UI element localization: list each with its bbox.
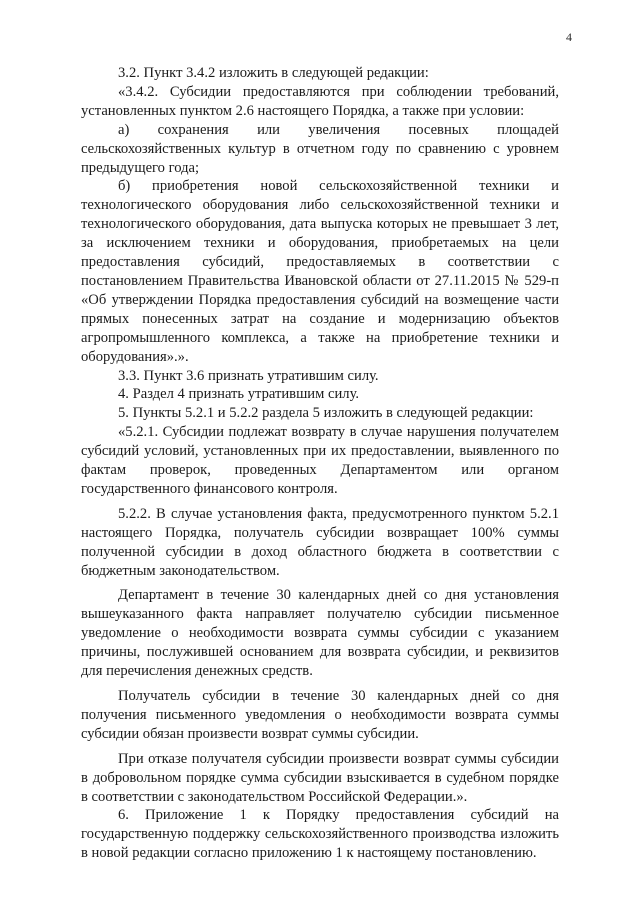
paragraph-condition-b: б) приобретения новой сельскохозяйственной техники и технологического оборудования либо сельскохозяйственной техники и технологического оборудования, дата выпуска которых не превышает 3 лет, за исключением техники и оборудования, приобретаемых на цели предоставления субсидий, предоставляемых в соответствии с постановлением Правительства Ивановской области от 27.11.2015 № 529-п «Об утверждении Порядка предоставления субсидий на возмещение части прямых понесенных затрат на создание и модернизацию объектов агропромышленного комплекса, а также на приобретение техники и оборудования».». [81, 178, 559, 365]
paragraph-condition-a: а) сохранения или увеличения посевных площадей сельскохозяйственных культур в отчетном году по сравнению с уровнем предыдущего года; [81, 121, 559, 176]
paragraph-3-4-2: «3.4.2. Субсидии предоставляются при соблюдении требований, установленных пунктом 2.6 настоящего Порядка, а также при условии: [81, 83, 559, 119]
paragraph-3-2: 3.2. Пункт 3.4.2 изложить в следующей редакции: [118, 65, 429, 81]
paragraph-3-3: 3.3. Пункт 3.6 признать утратившим силу. [118, 367, 379, 384]
paragraph-recipient-refund: Получатель субсидии в течение 30 календарных дней со дня получения письменного уведомления о необходимости возврата суммы субсидии обязан произвести возврат суммы субсидии. [81, 688, 559, 742]
paragraph-6: 6. Приложение 1 к Порядку предоставления субсидий на государственную поддержку сельскохозяйственного производства изложить в новой редакции согласно приложению 1 к настоящему постановлению. [81, 807, 559, 862]
paragraph-5: 5. Пункты 5.2.1 и 5.2.2 раздела 5 изложить в следующей редакции: [118, 405, 534, 422]
paragraph-department-notice: Департамент в течение 30 календарных дней со дня установления вышеуказанного факта направляет получателю субсидии письменное уведомление о необходимости возврата суммы субсидии с указанием причины, послужившей основанием для возврата субсидии, и реквизитов для перечисления денежных средств. [81, 587, 559, 680]
paragraph-5-2-1: «5.2.1. Субсидии подлежат возврату в случае нарушения получателем субсидий условий, установленных при их предоставлении, выявленного по фактам проверок, проведенных Департаментом или органом государственного финансового контроля. [81, 424, 559, 497]
paragraph-refusal: При отказе получателя субсидии произвести возврат суммы субсидии в добровольном порядке сумма субсидии взыскивается в судебном порядке в соответствии с законодательством Российской Федерации.». [81, 750, 559, 805]
paragraph-5-2-2: 5.2.2. В случае установления факта, предусмотренного пунктом 5.2.1 настоящего Порядка, получатель субсидии возвращает 100% суммы полученной субсидии в доход областного бюджета в соответствии с бюджетным законодательством. [81, 505, 559, 579]
document-body [81, 64, 559, 863]
paragraph-4: 4. Раздел 4 признать утратившим силу. [118, 386, 360, 403]
page-number: 4 [566, 30, 572, 44]
